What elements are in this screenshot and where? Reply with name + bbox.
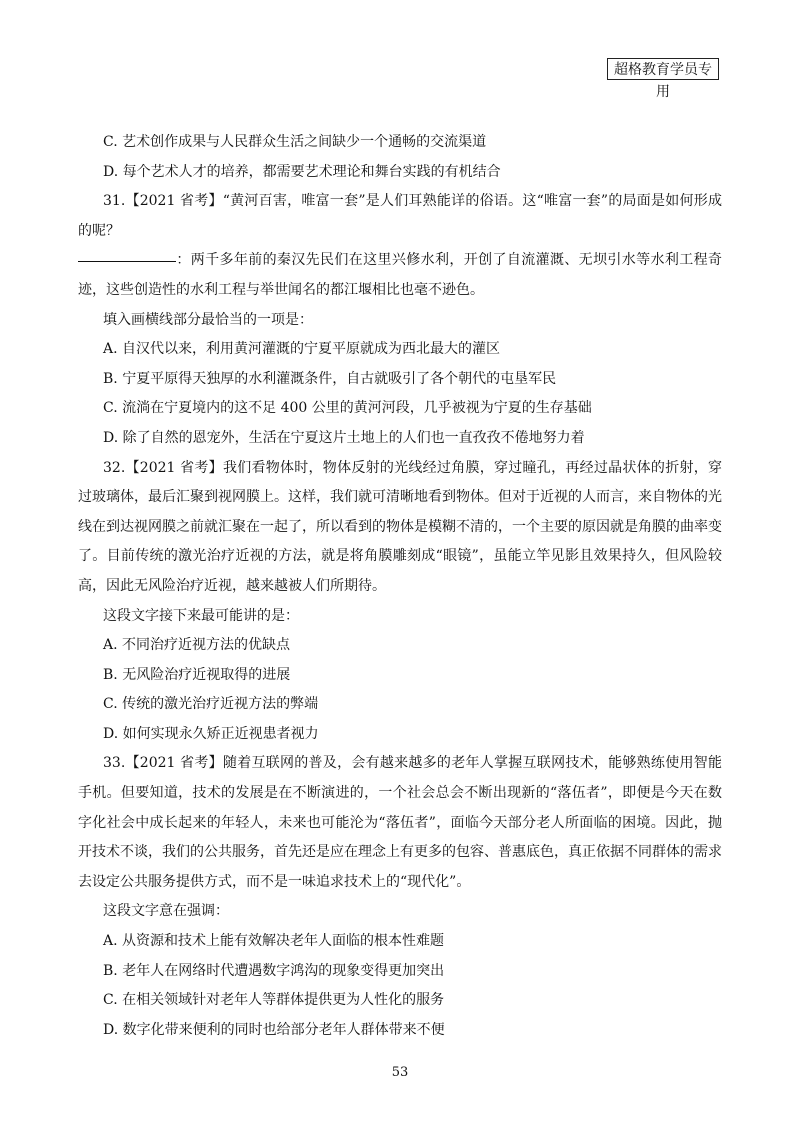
q31-option-c: C. 流淌在宁夏境内的这不足 400 公里的黄河河段，几乎被视为宁夏的生存基础 xyxy=(103,400,592,417)
q31-option-b: B. 宁夏平原得天独厚的水利灌溉条件，自古就吸引了各个朝代的屯垦军民 xyxy=(103,370,557,387)
q31-prompt: 填入画横线部分最恰当的一项是： xyxy=(103,311,313,328)
q33-option-c: C. 在相关领域针对老年人等群体提供更为人性化的服务 xyxy=(103,992,445,1009)
q31-option-d: D. 除了自然的恩宠外，生活在宁夏这片土地上的人们也一直孜孜不倦地努力着 xyxy=(103,429,585,446)
q32-option-a: A. 不同治疗近视方法的优缺点 xyxy=(103,637,291,654)
page-number: 53 xyxy=(391,1065,409,1080)
q31-stem: 31.【2021 省考】“黄河百害，唯富一套”是人们耳熟能详的俗语。这“唯富一套”的局面是如何形成的呢？ xyxy=(78,193,722,239)
document-body xyxy=(78,128,722,1045)
q33-passage: 33.【2021 省考】随着互联网的普及，会有越来越多的老年人掌握互联网技术，能够熟练使用智能手机。但要知道，技术的发展是在不断演进的，一个社会总会不断出现新的“落伍者”，即便是今天在数字化社会中成长起来的年轻人，未来也可能沦为“落伍者”，面临今天部分老人所面临的困境。因此，抛开技术不谈，我们的公共服务，首先还是应在理念上有更多的包容、普惠底色，真正依据不同群体的需求去设定公共服务提供方式，而不是一味追求技术上的“现代化”。 xyxy=(78,755,722,890)
q31-passage xyxy=(78,246,722,305)
prev-option-d: D. 每个艺术人才的培养，都需要艺术理论和舞台实践的有机结合 xyxy=(103,163,501,180)
q33-option-a: A. 从资源和技术上能有效解决老年人面临的根本性难题 xyxy=(103,933,445,950)
q33-prompt: 这段文字意在强调： xyxy=(103,903,229,920)
answer-blank xyxy=(78,260,176,262)
q32-option-b: B. 无风险治疗近视取得的进展 xyxy=(103,666,291,683)
q32-option-d: D. 如何实现永久矫正近视患者视力 xyxy=(103,725,319,742)
q32-option-c: C. 传统的激光治疗近视方法的弊端 xyxy=(103,696,319,713)
q31-passage-text: ：两千多年前的秦汉先民们在这里兴修水利，开创了自流灌溉、无坝引水等水利工程奇迹，这些创造性的水利工程与举世闻名的都江堰相比也毫不逊色。 xyxy=(78,252,722,298)
q32-prompt: 这段文字接下来最可能讲的是： xyxy=(103,607,299,624)
q33-option-b: B. 老年人在网络时代遭遇数字鸿沟的现象变得更加突出 xyxy=(103,962,445,979)
q31-option-a: A. 自汉代以来，利用黄河灌溉的宁夏平原就成为西北最大的灌区 xyxy=(103,341,501,358)
prev-option-c: C. 艺术创作成果与人民群众生活之间缺少一个通畅的交流渠道 xyxy=(103,134,487,150)
q33-option-d: D. 数字化带来便利的同时也给部分老年人群体带来不便 xyxy=(103,1021,445,1038)
q32-passage: 32.【2021 省考】我们看物体时，物体反射的光线经过角膜，穿过瞳孔，再经过晶状体的折射，穿过玻璃体，最后汇聚到视网膜上。这样，我们就可清晰地看到物体。但对于近视的人而言，来自物体的光线在到达视网膜之前就汇聚在一起了，所以看到的物体是模糊不清的，一个主要的原因就是角膜的曲率变了。目前传统的激光治疗近视的方法，就是将角膜雕刻成“眼镜”，虽能立竿见影且效果持久，但风险较高，因此无风险治疗近视，越来越被人们所期待。 xyxy=(78,459,722,594)
watermark-stamp: 超格教育学员专用 xyxy=(607,58,719,80)
